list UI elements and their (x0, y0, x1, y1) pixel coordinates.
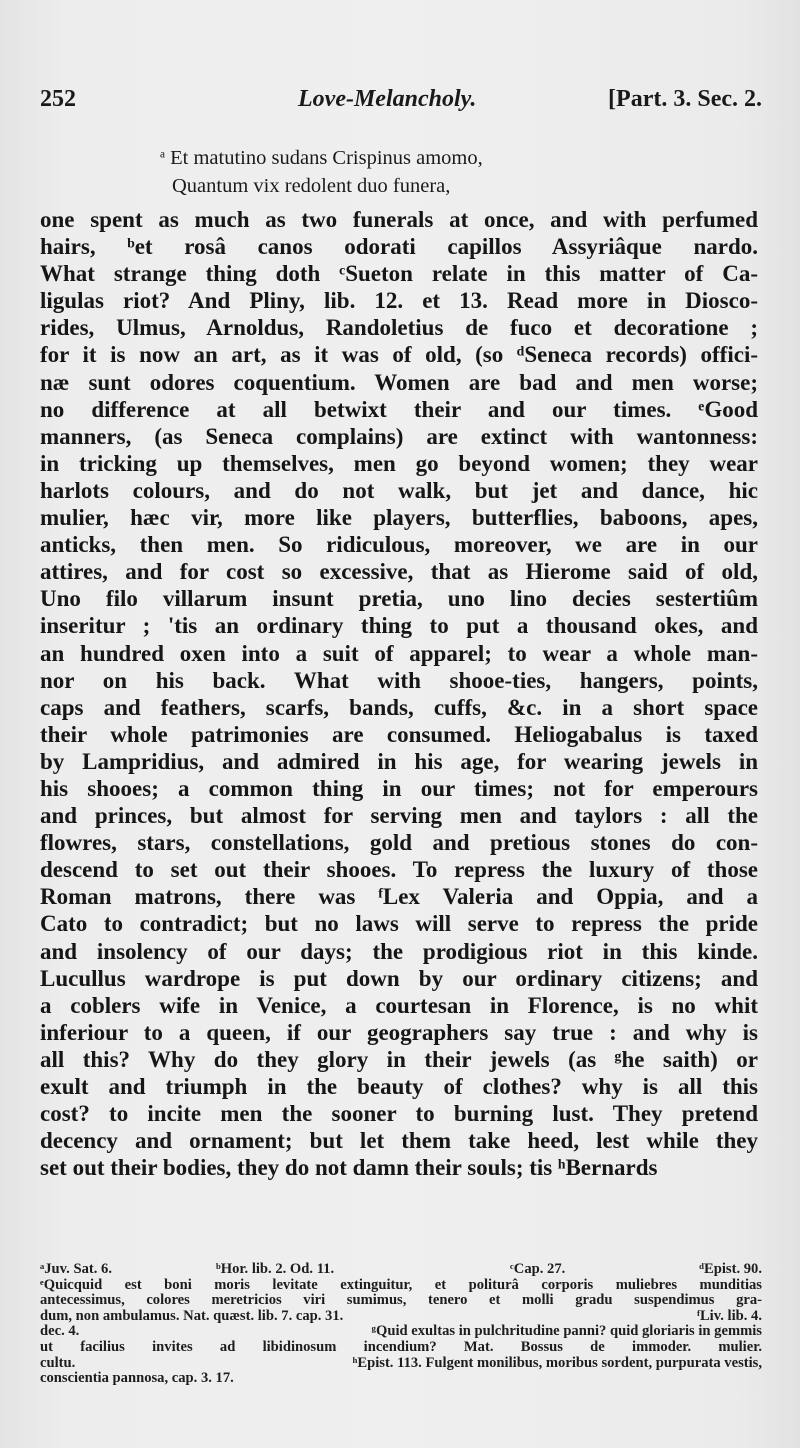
text-line: by Lampridius, and admired in his age, for wearing jewels in (40, 748, 758, 774)
text-line: What strange thing doth ᶜSueton relate in this matter of Ca- (40, 261, 758, 287)
text-line: inseritur ; 'tis an ordinary thing to put a thousand okes, and (40, 613, 758, 639)
footnote-h: ʰEpist. 113. Fulgent monilibus, moribus sordent, purpurata vestis, (352, 1354, 762, 1371)
footnote-e-end: dum, non ambulamus. Nat. quæst. lib. 7. cap. 31. (40, 1307, 344, 1324)
footnote-c: ᶜCap. 27. (510, 1261, 566, 1277)
footnote-f-end: dec. 4. (40, 1323, 80, 1340)
text-line: cost? to incite men the sooner to burning lust. They pretend (40, 1101, 758, 1127)
text-line: decency and ornament; but let them take heed, lest while they (40, 1128, 758, 1154)
footnotes (40, 1262, 762, 1387)
text-line: and insolency of our days; the prodigious riot in this kinde. (40, 938, 758, 964)
text-line: nor on his back. What with shooe-ties, hangers, points, (40, 667, 758, 693)
footnote-a: ᵃJuv. Sat. 6. (40, 1261, 112, 1277)
text-line: attires, and for cost so excessive, that as Hierome said of old, (40, 559, 758, 585)
footnote-g-end: cultu. (40, 1354, 76, 1371)
text-line: caps and feathers, scarfs, bands, cuffs, &c. in a short space (40, 694, 758, 720)
body-text (40, 206, 758, 1181)
footnote-b: ᵇHor. lib. 2. Od. 11. (216, 1261, 335, 1277)
footnote-e-line: antecessimus, colores meretricios viri sumimus, tenero et molli gradu suspendimus gra- (40, 1293, 762, 1309)
text-line: their whole patrimonies are consumed. Heliogabalus is taxed (40, 721, 758, 747)
text-line: Roman matrons, there was ᶠLex Valeria and Oppia, and a (40, 884, 758, 910)
verse-quotation (160, 144, 483, 200)
verse-line-1 (160, 144, 483, 172)
text-line: set out their bodies, they do not damn their souls; tis ʰBernards (40, 1155, 658, 1181)
footnote-row (40, 1309, 762, 1325)
footnote-h-end: conscientia pannosa, cap. 3. 17. (40, 1371, 234, 1387)
text-line: flowres, stars, constellations, gold and pretious stones do con- (40, 830, 758, 856)
running-title: Love-Melancholy. (298, 86, 477, 112)
text-line: a coblers wife in Venice, a courtesan in Florence, is no whit (40, 992, 758, 1018)
text-line: harlots colours, and do not walk, but jet and dance, hic (40, 477, 758, 503)
section-reference: [Part. 3. Sec. 2. (608, 86, 762, 112)
text-line: an hundred oxen into a suit of apparel; to wear a whole man- (40, 640, 758, 666)
text-line: his shooes; a common thing in our times; not for emperours (40, 775, 758, 801)
text-line: hairs, ᵇet rosâ canos odorati capillos Assyriâque nardo. (40, 234, 758, 260)
text-line: descend to set out their shooes. To repress the luxury of those (40, 857, 758, 883)
text-line: manners, (as Seneca complains) are extinct with wantonness: (40, 423, 758, 449)
verse-line-1-text: Et matutino sudans Crispinus amomo, (170, 147, 483, 169)
text-line: no difference at all betwixt their and our times. ᵉGood (40, 396, 758, 422)
text-line: exult and triumph in the beauty of clothes? why is all this (40, 1074, 758, 1099)
text-line: ligulas riot? And Pliny, lib. 12. et 13. Read more in Diosco- (40, 288, 758, 314)
footnote-d: ᵈEpist. 90. (699, 1261, 762, 1277)
text-line: inferiour to a queen, if our geographers say true : and why is (40, 1019, 758, 1045)
page-header (40, 86, 762, 120)
text-line: anticks, then men. So ridiculous, moreover, we are in our (40, 532, 758, 558)
verse-line-2: Quantum vix redolent duo funera, (172, 175, 451, 197)
footnote-g-line: ut facilius invites ad libidinosum incendium? Mat. Bossus de immoder. mulier. (40, 1339, 762, 1355)
text-line: all this? Why do they glory in their jewels (as ᵍhe saith) or (40, 1046, 758, 1072)
text-line: in tricking up themselves, men go beyond women; they wear (40, 450, 758, 476)
footnote-e-line: ᵉQuicquid est boni moris levitate extinguitur, et politurâ corporis muliebres munditias (40, 1277, 762, 1293)
text-line: and princes, but almost for serving men and taylors : all the (40, 803, 758, 829)
text-line: Uno filo villarum insunt pretia, uno lino decies sestertiûm (40, 586, 758, 612)
footnote-row (40, 1262, 762, 1278)
text-line: rides, Ulmus, Arnoldus, Randoletius de fuco et decoratione ; (40, 315, 758, 341)
footnote-f: ᶠLiv. lib. 4. (697, 1307, 762, 1324)
text-line: for it is now an art, as it was of old, (so ᵈSeneca records) offici- (40, 342, 758, 368)
text-line: mulier, hæc vir, more like players, butterflies, baboons, apes, (40, 505, 758, 531)
footnote-row (40, 1356, 762, 1372)
footnote-marker-a: a (160, 148, 166, 161)
page-number: 252 (40, 86, 76, 112)
text-line: næ sunt odores coquentium. Women are bad and men worse; (40, 369, 758, 395)
footnote-g: ᵍQuid exultas in pulchritudine panni? quid gloriaris in gemmis (371, 1323, 762, 1340)
text-line: one spent as much as two funerals at once, and with perfumed (40, 207, 758, 232)
text-line: Cato to contradict; but no laws will serve to repress the pride (40, 911, 758, 937)
footnote-row (40, 1324, 762, 1340)
text-line: Lucullus wardrope is put down by our ordinary citizens; and (40, 965, 758, 991)
